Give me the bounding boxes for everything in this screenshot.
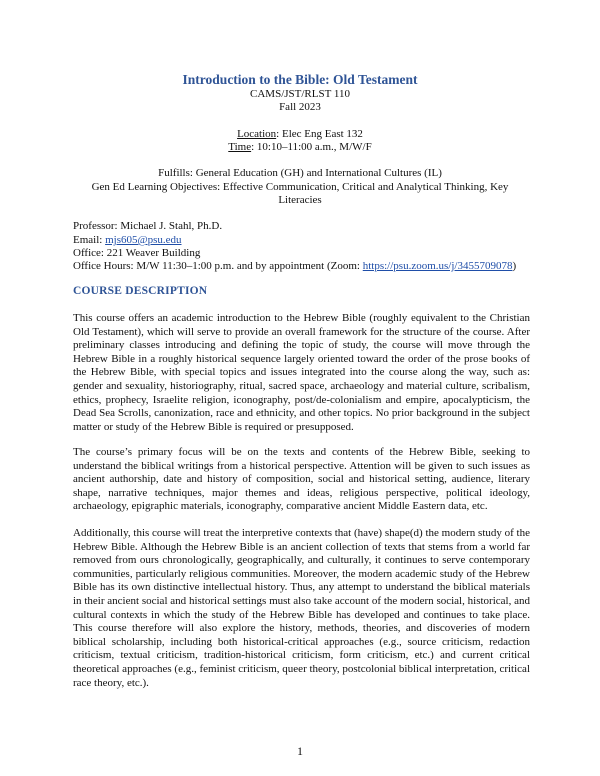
time-value: : 10:10–11:00 a.m., M/W/F (251, 141, 372, 153)
zoom-link[interactable]: https://psu.zoom.us/j/3455709078 (362, 260, 513, 272)
description-paragraph-1: This course offers an academic introduction to the Hebrew Bible (roughly equivalent to the Christian Old Testament), which will serve to provide an overall framework for the structure of the course. After preliminary classes introducing and defining the topic of study, the course will move through the Hebrew Bible in a roughly historical sequence largely oriented toward the order of the prose books of the Hebrew Bible, with special topics and issues integrated into the course along the way, such as: gender and sexuality, historiography, ritual, sacred space, archaeology and material culture, scribalism, ethics, prophecy, Israelite religion, iconography, post/de-colonialism and empire, apocalypticism, the Dead Sea Scrolls, canonization, race and ethnicity, and other topics. No prior background in the subject matter or study of the Hebrew Bible is required or presupposed. (73, 312, 530, 433)
email-link[interactable]: mjs605@psu.edu (105, 234, 182, 246)
office-location: Office: 221 Weaver Building (73, 247, 201, 259)
office-hours-line (73, 260, 553, 274)
description-paragraph-3: Additionally, this course will treat the interpretive contexts that (have) shape(d) the modern study of the Hebrew Bible. Although the Hebrew Bible is an ancient collection of texts that stems from a world far removed from ours chronologically, geographically, and culturally, it continues to serve contemporary communities, particularly religious communities. Moreover, the modern academic study of the Hebrew Bible has its own distinctive intellectual history. Thus, any attempt to understand the biblical materials in their ancient social and historical settings must also take account of the modern social, historical, and cultural contexts in which the study of the Hebrew Bible has developed and continues to take place. This course therefore will also explore the history, methods, theories, and discoveries of modern biblical scholarship, including both historical-critical approaches (e.g., source criticism, redaction criticism, textual criticism, tradition-historical criticism, form criticism, etc.) and current critical theoretical approaches (e.g., feminist criticism, queer theory, postcolonial biblical interpretation, critical race theory, etc.). (73, 527, 530, 689)
learning-objectives-line1: Gen Ed Learning Objectives: Effective Communication, Critical and Analytical Thinking, Key (91, 181, 509, 193)
time-line (0, 141, 600, 155)
office-hours-close: ) (512, 260, 517, 272)
gen-ed-fulfills: Fulfills: General Education (GH) and International Cultures (IL) (158, 167, 442, 179)
course-title: Introduction to the Bible: Old Testament (182, 72, 418, 87)
location-line (0, 128, 600, 142)
page-number: 1 (297, 744, 303, 758)
learning-objectives-line2: Literacies (278, 194, 322, 206)
course-term: Fall 2023 (279, 101, 321, 113)
email-label: Email: (73, 234, 106, 246)
description-paragraph-2: The course’s primary focus will be on the texts and contents of the Hebrew Bible, seeking to understand the biblical writings from a historical perspective. Attention will be given to such issues as ancient authorship, date and history of composition, social and historical setting, audience, literary shape, narrative techniques, major themes and ideas, religious perspective, political ideology, archaeology, epigraphic materials, iconography, comparative ancient Middle Eastern data, etc. (73, 446, 530, 513)
course-description-heading: COURSE DESCRIPTION (73, 285, 208, 297)
location-label: Location (237, 128, 277, 140)
time-label: Time (228, 141, 252, 153)
office-hours-text: Office Hours: M/W 11:30–1:00 p.m. and by appointment (Zoom: (73, 260, 363, 272)
course-code: CAMS/JST/RLST 110 (250, 88, 350, 100)
professor-name: Professor: Michael J. Stahl, Ph.D. (73, 220, 223, 232)
location-value: : Elec Eng East 132 (276, 128, 363, 140)
email-line (73, 234, 529, 248)
